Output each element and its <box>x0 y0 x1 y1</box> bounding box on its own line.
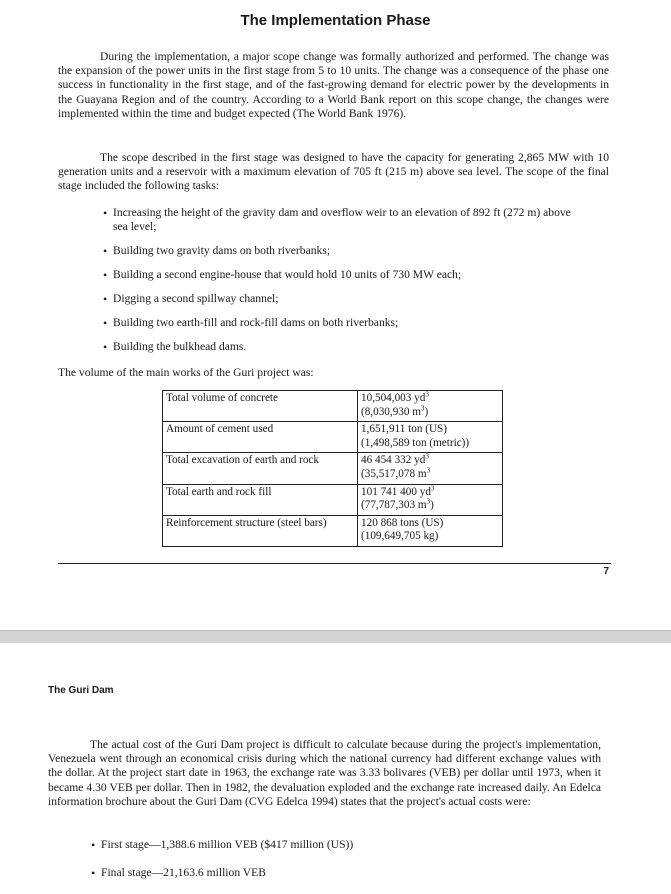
works-volume-table <box>162 390 503 547</box>
table-row <box>163 391 503 422</box>
table-intro: The volume of the main works of the Guri project was: <box>58 366 314 379</box>
page-number: 7 <box>603 566 609 577</box>
cost-paragraph: The actual cost of the Guri Dam project is difficult to calculate because during the project's implementation, Venezuela went through an economical crisis during which the national currency had different exchange values with the dollar. At the project start date in 1963, the exchange rate was 3.33 bolivares (VEB) per dollar until 1973, when it became 4.30 VEB per dollar. Then in 1982, the devaluation exploded and the exchange rate increased daily. An Edelca information brochure about the Guri Dam (CVG Edelca 1994) states that the project's actual costs were: <box>48 738 601 808</box>
table-cell-value: 120 868 tons (US) (109,649,705 kg) <box>358 515 503 546</box>
table-cell-value: 1,651,911 ton (US) (1,498,589 ton (metric)) <box>358 422 503 453</box>
table-row <box>163 515 503 546</box>
list-item: • Final stage—21,163.6 million VEB <box>91 866 571 880</box>
table-row <box>163 422 503 453</box>
scope-change-paragraph: During the implementation, a major scope change was formally authorized and performed. The change was the expansion of the power units in the first stage from 5 to 10 units. The change was a consequence of the phase one success in functionality in the first stage, and of the fast-growing demand for electric power by the developments in the Guayana Region and of the country. According to a World Bank report on this scope change, the changes were implemented within the time and budget expected (The World Bank 1976). <box>58 50 609 120</box>
list-item: • Building a second engine-house that would hold 10 units of 730 MW each; <box>103 268 583 282</box>
footer-rule <box>58 563 611 564</box>
list-item: • Building the bulkhead dams. <box>103 340 583 354</box>
page-separator <box>0 630 671 643</box>
list-item: • Digging a second spillway channel; <box>103 292 583 306</box>
running-head: The Guri Dam <box>48 685 114 696</box>
table-cell-item: Total earth and rock fill <box>163 484 358 515</box>
list-item: • Building two earth-fill and rock-fill dams on both riverbanks; <box>103 316 583 330</box>
list-item: • Increasing the height of the gravity dam and overflow weir to an elevation of 892 ft (272 m) above sea level; <box>103 206 583 234</box>
table-cell-value: 46 454 332 $yd^3$ (35,517,078 $m^3$ <box>358 453 503 484</box>
task-list <box>103 206 583 364</box>
table-cell-value: 101 741 400 $yd^3$ (77,787,303 $m^3$) <box>358 484 503 515</box>
cost-list <box>91 838 571 894</box>
table-cell-item: Total volume of concrete <box>163 391 358 422</box>
table-cell-item: Reinforcement structure (steel bars) <box>163 515 358 546</box>
list-item: • Building two gravity dams on both riverbanks; <box>103 244 583 258</box>
list-item: • First stage—1,388.6 million VEB ($417 million (US)) <box>91 838 571 852</box>
table-cell-item: Total excavation of earth and rock <box>163 453 358 484</box>
scope-description-paragraph: The scope described in the first stage was designed to have the capacity for generating 2,865 MW with 10 generation units and a reservoir with a maximum elevation of 705 ft (215 m) above sea level. The scope of the final stage included the following tasks: <box>58 151 609 193</box>
table-row <box>163 484 503 515</box>
table-cell-item: Amount of cement used <box>163 422 358 453</box>
page-8 <box>0 643 671 884</box>
section-title: The Implementation Phase <box>240 12 431 29</box>
table-row <box>163 453 503 484</box>
table-cell-value: 10,504,003 $yd^3$ (8,030,930 $m^3$) <box>358 391 503 422</box>
